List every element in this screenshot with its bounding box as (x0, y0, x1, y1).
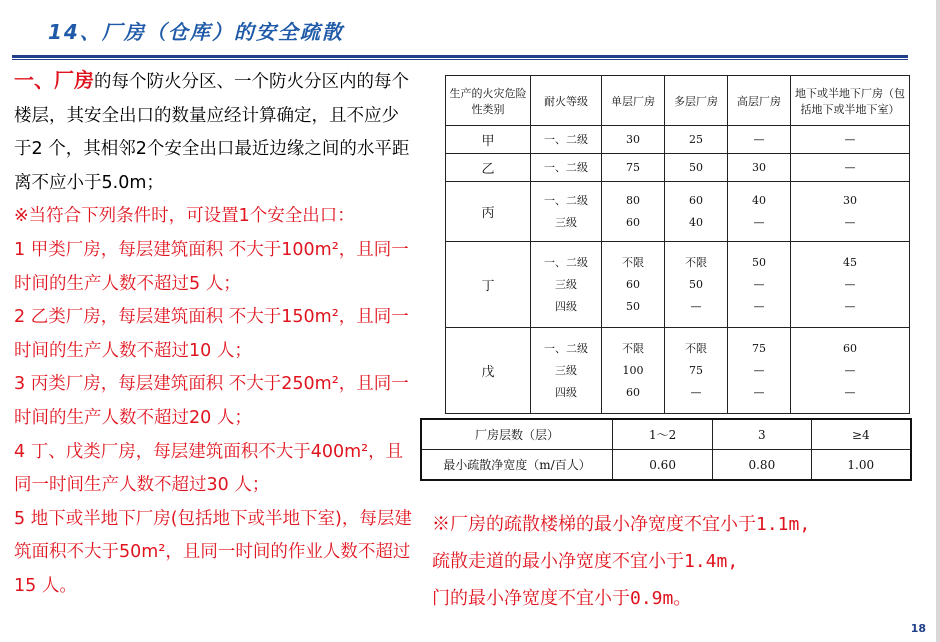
cell-value: 不限 (622, 255, 644, 269)
cell-value: 25 (689, 132, 703, 146)
cell-value: — (753, 299, 765, 313)
cell-value: 三级 (555, 363, 577, 377)
cell-value: — (753, 363, 765, 377)
table-body (446, 126, 910, 414)
cell-value: 三级 (555, 215, 577, 229)
condition-item-3: 3 丙类厂房，每层建筑面积 不大于250m²，且同一时间的生产人数不超过20 人； (14, 374, 409, 428)
table-row (421, 419, 911, 450)
cell-value: 30 (626, 132, 640, 146)
section-heading: 一、厂房 (14, 68, 94, 92)
cell-value: 60 (689, 193, 703, 207)
multi-cell (665, 328, 728, 414)
header-underground: 地下或半地下厂房（包括地下或半地下室） (791, 76, 910, 126)
cell-value: 30 (843, 193, 857, 207)
single-cell (602, 242, 665, 328)
cell-value: — (844, 160, 856, 174)
cell-value: — (844, 277, 856, 291)
cell-value: 60 (626, 277, 640, 291)
grades-cell (531, 328, 602, 414)
grades-cell (531, 154, 602, 182)
cell-value: 60 (843, 341, 857, 355)
single-cell (602, 182, 665, 242)
note-line-3: 门的最小净宽度不宜小于0.9m。 (432, 588, 692, 609)
multi-cell (665, 242, 728, 328)
category-cell: 甲 (446, 126, 531, 154)
cell-value: 50 (626, 299, 640, 313)
table-row (446, 328, 910, 414)
cell-value: 不限 (622, 341, 644, 355)
title-divider-thin (12, 59, 908, 60)
high-cell (728, 182, 791, 242)
category-cell: 乙 (446, 154, 531, 182)
t2-cell: 0.80 (713, 450, 811, 481)
multi-cell (665, 182, 728, 242)
high-cell (728, 126, 791, 154)
t2-cell: 0.60 (613, 450, 713, 481)
cell-value: 不限 (685, 341, 707, 355)
cell-value: 一、二级 (544, 193, 588, 207)
width-note (432, 506, 932, 617)
grades-cell (531, 182, 602, 242)
table-row (446, 182, 910, 242)
cell-value: 45 (843, 255, 857, 269)
t2-width-label: 最小疏散净宽度（m/百人） (421, 450, 613, 481)
table-row (446, 242, 910, 328)
cell-value: 四级 (555, 385, 577, 399)
cell-value: 50 (752, 255, 766, 269)
under-cell (791, 328, 910, 414)
note-line-1: ※厂房的疏散楼梯的最小净宽度不宜小于1.1m, (432, 514, 811, 535)
header-single: 单层厂房 (602, 76, 665, 126)
high-cell (728, 154, 791, 182)
single-cell (602, 328, 665, 414)
header-high: 高层厂房 (728, 76, 791, 126)
cell-value: 100 (622, 363, 644, 377)
t2-cell: ≥4 (811, 419, 911, 450)
multi-cell (665, 154, 728, 182)
regulation-text (14, 64, 414, 604)
grades-cell (531, 242, 602, 328)
t2-floors-label: 厂房层数（层） (421, 419, 613, 450)
cell-value: 三级 (555, 277, 577, 291)
cell-value: 75 (626, 160, 640, 174)
cell-value: — (753, 277, 765, 291)
header-fire-grade: 耐火等级 (531, 76, 602, 126)
cell-value: 60 (626, 215, 640, 229)
under-cell (791, 126, 910, 154)
multi-cell (665, 126, 728, 154)
title-divider (12, 55, 908, 58)
cell-value: — (753, 385, 765, 399)
cell-value: 80 (626, 193, 640, 207)
cell-value: 50 (689, 160, 703, 174)
cell-value: 50 (689, 277, 703, 291)
slide-title: 14、厂房（仓库）的安全疏散 (48, 20, 344, 44)
cell-value: 40 (689, 215, 703, 229)
page-number: 18 (910, 622, 926, 635)
cell-value: — (844, 363, 856, 377)
cell-value: 一、二级 (544, 132, 588, 146)
cell-value: 不限 (685, 255, 707, 269)
table-row (421, 450, 911, 481)
cell-value: — (844, 132, 856, 146)
header-multi: 多层厂房 (665, 76, 728, 126)
t2-cell: 3 (713, 419, 811, 450)
note-line-2: 疏散走道的最小净宽度不宜小于1.4m, (432, 551, 739, 572)
cell-value: 一、二级 (544, 160, 588, 174)
cell-value: 75 (752, 341, 766, 355)
category-cell: 丁 (446, 242, 531, 328)
condition-heading: ※当符合下列条件时，可设置1个安全出口： (14, 206, 355, 227)
cell-value: — (753, 132, 765, 146)
high-cell (728, 242, 791, 328)
condition-item-5: 5 地下或半地下厂房(包括地下或半地下室)，每层建筑面积不大于50m²，且同一时间的作业人数不超过 15 人。 (14, 508, 412, 596)
table-row (446, 126, 910, 154)
cell-value: 四级 (555, 299, 577, 313)
cell-value: 一、二级 (544, 341, 588, 355)
category-cell: 丙 (446, 182, 531, 242)
category-cell: 戊 (446, 328, 531, 414)
single-cell (602, 154, 665, 182)
cell-value: 30 (752, 160, 766, 174)
condition-item-1: 1 甲类厂房，每层建筑面积 不大于100m²，且同一时间的生产人数不超过5 人； (14, 239, 409, 294)
cell-value: — (844, 299, 856, 313)
cell-value: — (690, 385, 702, 399)
cell-value: — (753, 215, 765, 229)
cell-value: 60 (626, 385, 640, 399)
cell-value: 一、二级 (544, 255, 588, 269)
condition-item-4: 4 丁、戊类厂房，每层建筑面积不大于400m²，且同一时间生产人数不超过30 人； (14, 441, 404, 496)
under-cell (791, 154, 910, 182)
cell-value: — (690, 299, 702, 313)
under-cell (791, 182, 910, 242)
cell-value: — (844, 385, 856, 399)
scrollbar-edge (936, 0, 940, 642)
t2-cell: 1～2 (613, 419, 713, 450)
under-cell (791, 242, 910, 328)
cell-value: 75 (689, 363, 703, 377)
cell-value: 40 (752, 193, 766, 207)
section-body: 的每个防火分区、一个防火分区内的每个楼层，其安全出口的数量应经计算确定，且不应少于2 个，其相邻2个安全出口最近边缘之间的水平距离不应小于5.0m； (14, 72, 410, 193)
header-category: 生产的火灾危险性类别 (446, 76, 531, 126)
grades-cell (531, 126, 602, 154)
condition-item-2: 2 乙类厂房，每层建筑面积 不大于150m²，且同一时间的生产人数不超过10 人； (14, 307, 409, 361)
table-row (446, 154, 910, 182)
single-cell (602, 126, 665, 154)
t2-cell: 1.00 (811, 450, 911, 481)
evacuation-width-table (420, 418, 912, 481)
floor-area-table (445, 75, 910, 414)
high-cell (728, 328, 791, 414)
cell-value: — (844, 215, 856, 229)
